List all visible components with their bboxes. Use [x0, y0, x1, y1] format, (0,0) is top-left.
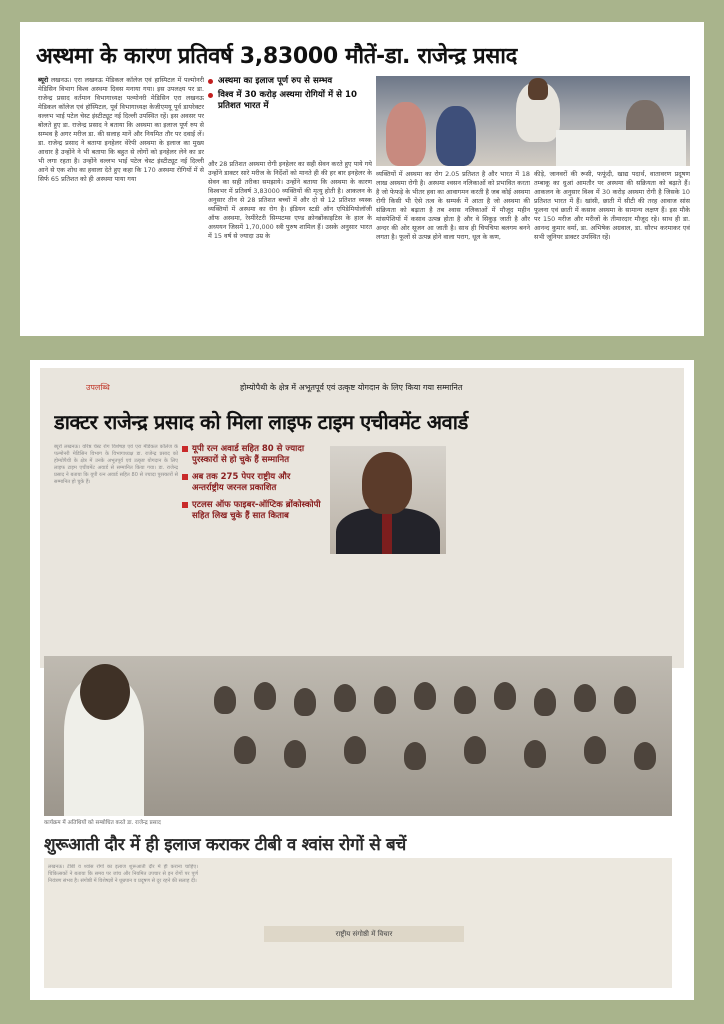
event-photo: [376, 76, 690, 166]
seminar-photo: [44, 656, 672, 816]
bullet-item: अस्थमा का इलाज पूर्ण रुप से सम्भव: [208, 76, 372, 87]
award-article: [40, 368, 684, 668]
column-text: लखनऊ। एरा लखनऊ मेडिकल कॉलेज एवं हास्पिटल में पल्मोनरी मेडिसिन विभाग विश्व अस्थमा दिवस मनाया गया। इस उपलक्ष्य पर डा. राजेन्द्र प्रसाद वर्तमान विभागाध्यक्ष पल्मोनरी मेडिसिन एरा लखनऊ मेडिकल कॉलेज एवं हॉस्पिटल, पूर्व विभागाध्यक्ष केजीएमयू पूर्व डायरेक्टर वल्लभ भाई पटेल चेस्ट इंस्टीट्यूट नई दिल्ली उपस्थित रहें। इस अवसर पर बोलते हुए डा. राजेन्द्र प्रसाद ने बताया कि अस्थमा का इलाज पूर्ण रुप से सम्भव है अगर मरीज डा. की सलाह मानें और नियमित तौर पर दवाई लें। डा. राजेन्द्र प्रसाद ने बताया इनहेलर थेरेपी अस्थमा के इलाज का मुख्य आधार है उन्होंने ने भी बताया कि बहुत से लोगों को इनहेलर लेने का डर भी लगा रहता है। उन्होंने वल्लभ भाई पटेल चेस्ट इंस्टीट्यूट नई दिल्ली आने से एक शोध का हवाला देते हुए कहा कि 170 अस्थमा रोगियों में से सिर्फ 65 प्रतिशत को ही अस्थमा पाया गया: [38, 76, 204, 183]
highlight-item: एटलस ऑफ फाइबर-ऑप्टिक ब्रोंकोस्कोपी सहित लिख चुके हैं सात किताब: [182, 500, 322, 522]
highlight-item: अब तक 275 पेपर राष्ट्रीय और अन्तर्राष्ट्रीय जरनल प्रकाशित: [182, 472, 322, 494]
highlight-bullets: [208, 76, 372, 115]
tb-column-3: [474, 864, 668, 984]
tb-column-1: लखनऊ। टीबी व श्वांस रोगों का इलाज शुरूआती दौर में ही कराना चाहिए। चिकित्सकों ने बताया कि समय पर जांच और नियमित उपचार से इन रोगों पर पूर्ण नियंत्रण संभव है। संगोष्ठी में विशेषज्ञों ने धूम्रपान व प्रदूषण से दूर रहने की सलाह दी।: [48, 864, 198, 884]
subheading: होम्योपैथी के क्षेत्र में अभूतपूर्व एवं उत्कृष्ट योगदान के लिए किया गया सम्मानित: [240, 383, 463, 392]
column-text: लखनऊ। वरिष्ठ चेस्ट रोग विशेषज्ञ एवं एरा मेडिकल कॉलेज के पल्मोनरी मेडिसिन विभाग के विभागाध्यक्ष डा. राजेन्द्र प्रसाद को होम्योपैथी के क्षेत्र में उनके अभूतपूर्व एवं उत्कृष्ट योगदान के लिए लाइफ टाइम एचीवमेंट अवार्ड से सम्मानित किया गया। डा. राजेन्द्र प्रसाद ने बताया कि यूपी रत्न अवार्ड सहित 80 से ज्यादा पुरस्कारों से सम्मानित हो चुके हैं।: [54, 444, 178, 485]
photo-caption: कार्यक्रम में अतिथियों को सम्बोधित करते डा. राजेन्द्र प्रसाद: [44, 820, 161, 826]
dateline: ब्यूरो: [54, 444, 62, 450]
award-column-mid: [182, 566, 322, 658]
bullet-item: विश्व में 30 करोड़ अस्थमा रोगियों में से 10 प्रतिशत भारत में: [208, 90, 372, 112]
highlight-item: यूपी रत्न अवार्ड सहित 80 से ज्यादा पुरस्कारों से हो चुके हैं सम्मानित: [182, 444, 322, 466]
award-column-left: [54, 444, 178, 658]
tb-article: [44, 858, 672, 988]
news-clipping-award: [30, 360, 694, 1000]
award-highlights: [182, 444, 322, 528]
article-column-2: और 28 प्रतिशत अस्थमा रोगी इनहेलर का सही सेवन करते हुए पाये गये उन्होंने डाक्टर सारे मरीज के निर्देशों को मानते ही की हर बार इनहेलर के सेवन का सही तरीका समझाये। उन्होंने बताया कि अस्थमा के कारण विश्वभर में प्रतिवर्ष 3,83000 व्यक्तियों की मृत्यु होती है। आकलन के अनुसार तीन से 28 प्रतिशत बच्चों में और दो से 12 प्रतिशत व्यस्क व्यक्तियों में अस्थमा का रोग है। इंडियन स्टडी ऑन एपिडेमियोलॉजी ऑफ अस्थमा, रेस्पीरेटरी सिम्पटम्स एण्ड क्रोनब्रोंकाइटिस के हाल के अध्ययन जिसमें 1,70,000 स्त्री पुरुष शामिल हैं। उसके अनुसार भारत में 15 वर्ष से ज्यादा उम्र के: [208, 160, 372, 240]
article-column-4: कीड़े, जानवरों की रूसी, फफूंदी, खाद्य पदार्थ, वातावरण प्रदूषण तम्बाकू का धुआं आमतौर पर अस्थमा की सक्रियता को बढ़ाते हैं। आकलन के अनुसार विश्व में 30 करोड़ अस्थमा रोगी है जिसके 10 प्रतिशत भारत में हैं। खांसी, छाती में सीटी की तरह आवाज सांस फूलना एवं छाती में कसाव अस्थमा के सामान्य लक्षण हैं। इस मौके पर 150 मरीज और मरीजों के तीमारदार मौजूद रहे। साथ ही डा. आनन्द कुमार वर्मा, डा. अभिषेक अग्रवाल, डा. सौरभ करमाकर एवं सभी जूनियर डाक्टर उपस्थित रहें।: [534, 170, 690, 241]
award-column-right1: [452, 444, 564, 658]
headline-asthma: अस्थमा के कारण प्रतिवर्ष 3,83000 मौतें-डा. राजेन्द्र प्रसाद: [36, 44, 517, 69]
headline-tb: शुरूआती दौर में ही इलाज कराकर टीबी व श्वांस रोगों से बचें: [44, 835, 406, 855]
inset-title: राष्ट्रीय संगोष्ठी में विचार: [264, 926, 464, 942]
award-column-right2: [568, 444, 682, 658]
kicker: उपलब्धि: [86, 383, 110, 392]
headline-award: डाक्टर राजेन्द्र प्रसाद को मिला लाइफ टाइम एचीवमेंट अवार्ड: [54, 410, 468, 434]
award-column-center: [330, 562, 446, 658]
article-column-1: [38, 76, 204, 322]
dateline: ब्यूरो: [38, 76, 49, 84]
article-column-3: व्यक्तियों में अस्थमा का रोग 2.05 प्रतिशत है और भारत में 18 लाख अस्थमा रोगी है। अस्थमा श्वसन नलिकाओं को प्रभावित करता है जो फेफड़े के भीतर हवा का आवागमन करती है जब कोई अस्थमा रोगी किसी भी ऐसे तत्व के सम्पर्क में आता है जो अस्थमा की संक्रियता को बढ़ाता है तब श्वास नलिकाओं में मौजूद महीन मांसपेशियों में कसाव उत्पन्न होता है और वे सिकुड़ जाती है और अन्दर की ओर सूजन आ जाती है। साथ ही चिपचिपा बलगम बनने लगता है। फूलों से उत्पन्न होने वाला पराग, धूल के कण,: [376, 170, 530, 241]
news-clipping-asthma: [20, 22, 704, 336]
portrait-photo: [330, 446, 446, 554]
tb-column-2: [204, 864, 354, 920]
